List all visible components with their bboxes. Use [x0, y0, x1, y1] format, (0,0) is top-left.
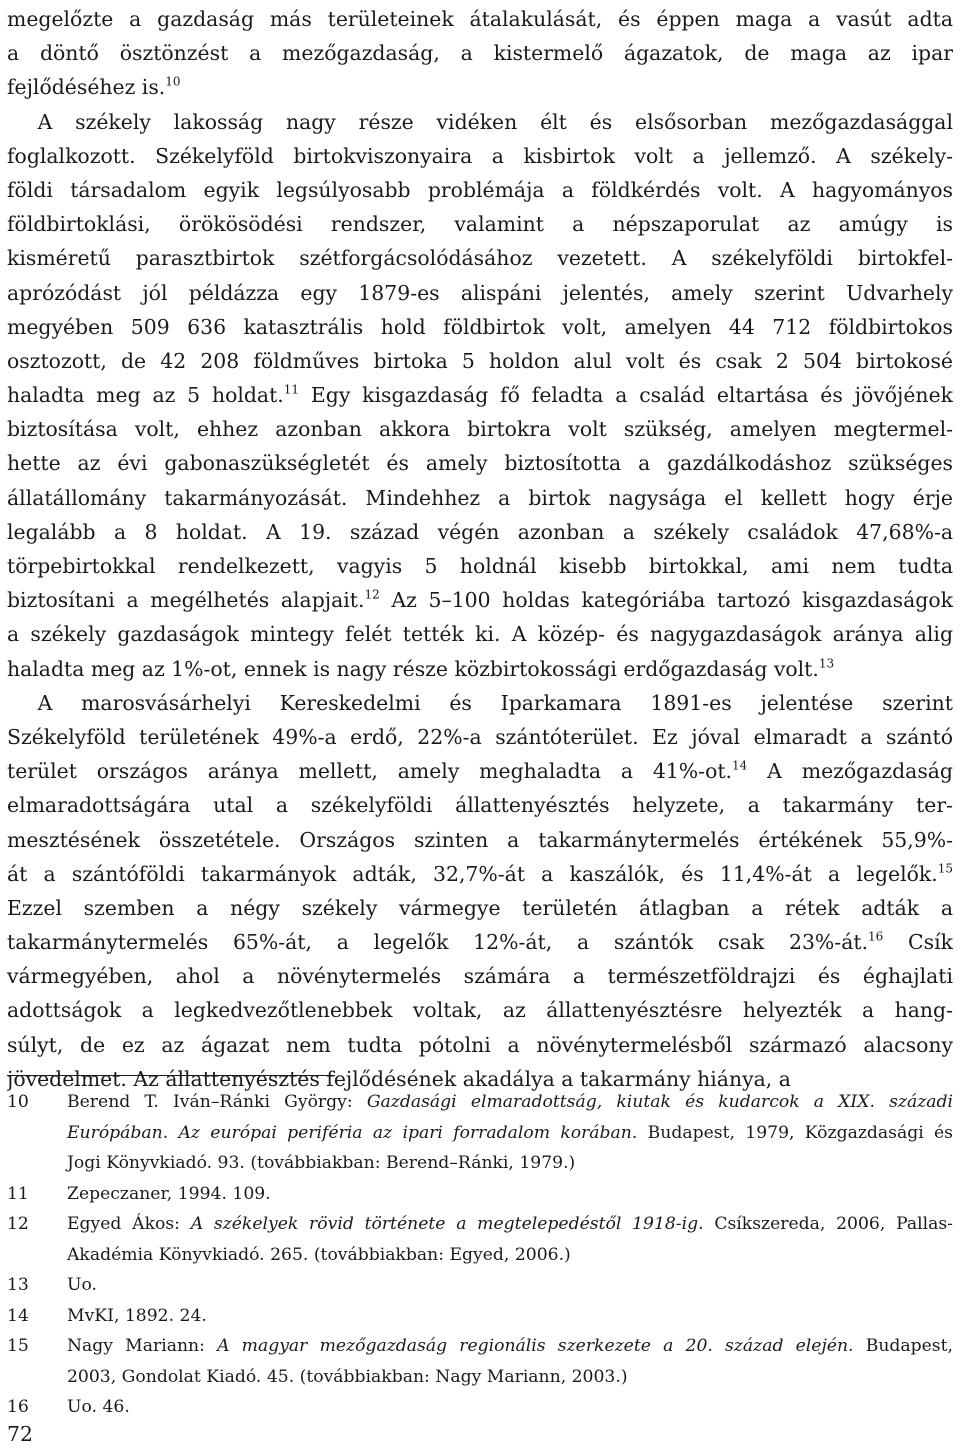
text-run: törpebirtokkal rendelkezett, vagyis 5 holdnál kisebb birtokkal, ami nem tudta: [7, 554, 953, 578]
text-run: át a szántóföldi takarmányok adták, 32,7%-át a kaszálók, és 11,4%-át a legelők.: [7, 861, 938, 886]
body-line: [7, 823, 953, 857]
text-run: MvKI, 1892. 24.: [67, 1305, 207, 1326]
text-run: mesztésének összetétele. Országos szinten a takarmánytermelés értékének 55,9%-: [7, 827, 953, 852]
text-run: Egy kisgazdaság fő feladta a család eltartása és jövőjének: [299, 383, 953, 408]
body-line: [7, 788, 953, 822]
footnote-number: 10: [7, 1092, 29, 1112]
footnote-text: [67, 1301, 953, 1332]
footnote-ref: 15: [937, 861, 953, 876]
footnote-text: [67, 1362, 953, 1393]
footnote-line: [7, 1148, 953, 1179]
italic-title: A székelyek rövid története a megtelepedéstől 1918-ig.: [190, 1214, 704, 1234]
text-run: adottságok a legkedvezőtlenebbek voltak, az állattenyésztésre helyezték a hang-: [7, 998, 953, 1023]
body-line: [7, 105, 953, 139]
body-line: [7, 276, 953, 310]
footnote-text: [67, 1179, 953, 1210]
footnote-text: [67, 1331, 953, 1362]
footnote-text: [67, 1209, 953, 1240]
text-run: elmaradottságára utal a székelyföldi állattenyésztés helyzete, a takarmány ter-: [7, 793, 953, 818]
body-line: [7, 686, 953, 720]
body-line: [7, 993, 953, 1027]
body-line: [7, 344, 953, 378]
text-run: Uo. 46.: [67, 1397, 130, 1417]
body-line: [7, 310, 953, 344]
footnote-text: [67, 1240, 953, 1271]
body-line: [7, 754, 953, 788]
footnote-ref: 12: [364, 587, 380, 602]
footnote-number: 15: [7, 1336, 29, 1356]
text-run: megyében 509 636 katasztrális hold földbirtok volt, amelyen 44 712 földbirtokos: [7, 314, 953, 339]
text-run: Csík: [883, 930, 953, 955]
body-line: [7, 959, 953, 993]
text-run: kisméretű parasztbirtok szétforgácsolódásához vezetett. A székelyföldi birtokfel-: [7, 246, 953, 271]
document-page: [7, 0, 953, 1446]
body-line: [7, 70, 953, 104]
body-line: [7, 241, 953, 275]
body-line: [7, 583, 953, 617]
footnote-ref: 14: [732, 758, 748, 773]
footnote-ref: 16: [868, 929, 884, 944]
body-line: [7, 925, 953, 959]
text-run: legalább a 8 holdat. A 19. század végén azonban a székely családok 47,68%-a: [7, 519, 953, 544]
footnote-line: [7, 1179, 953, 1210]
text-run: jövedelmet. Az állattenyésztés fejlődésének akadálya a takarmány hiánya, a: [7, 1066, 791, 1091]
text-run: Egyed Ákos:: [67, 1214, 191, 1234]
text-run: biztosítani a megélhetés alapjait.: [7, 588, 365, 613]
text-run: Uo.: [67, 1275, 97, 1295]
footnote-line: [7, 1240, 953, 1271]
text-run: aprózódást jól példázza egy 1879-es alispáni jelentés, amely szerint Udvarhely: [7, 280, 953, 305]
text-run: Akadémia Könyvkiadó. 265. (továbbiakban: Egyed, 2006.): [67, 1244, 571, 1265]
body-line: [7, 139, 953, 173]
body-line: [7, 378, 953, 412]
text-run: földi társadalom egyik legsúlyosabb problémája a földkérdés volt. A hagyományos: [7, 177, 953, 202]
text-run: Az 5–100 holdas kategóriába tartozó kisgazdaságok: [379, 588, 953, 613]
italic-title: Gazdasági elmaradottság, kiutak és kudarcok a XIX. századi: [366, 1092, 953, 1112]
footnote-ref: 11: [283, 382, 300, 397]
text-run: vármegyében, ahol a növénytermelés számára a természetföldrajzi és éghajlati: [7, 964, 953, 989]
body-line: [7, 720, 953, 754]
body-line: [7, 446, 953, 480]
text-run: Jogi Könyvkiadó. 93. (továbbiakban: Berend–Ránki, 1979.): [67, 1153, 576, 1173]
text-run: A székely lakosság nagy része vidéken élt és elsősorban mezőgazdasággal: [7, 109, 953, 134]
footnote-line: [7, 1331, 953, 1362]
body-line: [7, 412, 953, 446]
text-run: Csíkszereda, 2006, Pallas-: [703, 1214, 953, 1234]
footnote-line: [7, 1362, 953, 1393]
footnote-number: 13: [7, 1275, 29, 1295]
text-run: Ezzel szemben a négy székely vármegye területén átlagban a rétek adták a: [7, 895, 953, 920]
body-line: [7, 36, 953, 70]
footnote-ref: 10: [165, 74, 181, 89]
body-line: [7, 857, 953, 891]
body-line: [7, 2, 953, 36]
text-run: foglalkozott. Székelyföld birtokviszonyaira a kisbirtok volt a jellemző. A székely-: [7, 143, 953, 168]
italic-title: Európában. Az európai periféria az ipari forradalom korában.: [67, 1122, 638, 1143]
footnote-line: [7, 1301, 953, 1332]
body-line: [7, 207, 953, 241]
text-run: 2003, Gondolat Kiadó. 45. (továbbiakban: Nagy Mariann, 2003.): [67, 1366, 628, 1387]
footnote-text: [67, 1148, 953, 1179]
text-run: terület országos aránya mellett, amely meghaladta a 41%-ot.: [7, 759, 733, 784]
footnotes: [7, 1087, 953, 1423]
footnote-text: [67, 1270, 953, 1301]
body-line: [7, 1028, 953, 1062]
body-line: [7, 481, 953, 515]
footnote-number: 14: [7, 1305, 29, 1326]
footnote-line: [7, 1118, 953, 1149]
text-run: Székelyföld területének 49%-a erdő, 22%-a szántóterület. Ez jóval elmaradt a szántó: [7, 724, 953, 749]
text-run: állatállomány takarmányozását. Mindehhez a birtok nagysága el kellett hogy érje: [7, 485, 953, 510]
text-run: Nagy Mariann:: [67, 1336, 218, 1356]
text-run: haladta meg az 1%-ot, ennek is nagy része közbirtokossági erdőgazdaság volt.: [7, 656, 819, 681]
footnote-separator: [7, 1075, 335, 1076]
text-run: Berend T. Iván–Ránki György:: [67, 1092, 367, 1112]
body-line: [7, 617, 953, 651]
footnote-line: [7, 1270, 953, 1301]
body-line: [7, 652, 953, 686]
body-line: [7, 549, 953, 583]
body-line: [7, 515, 953, 549]
text-run: megelőzte a gazdaság más területeinek átalakulását, és éppen maga a vasút adta: [7, 7, 953, 31]
footnote-number: 16: [7, 1397, 29, 1417]
text-run: földbirtoklási, örökösödési rendszer, valamint a népszaporulat az amúgy is: [7, 212, 953, 237]
text-run: fejlődéséhez is.: [7, 75, 166, 100]
text-run: A marosvásárhelyi Kereskedelmi és Iparkamara 1891-es jelentése szerint: [7, 690, 953, 715]
text-run: haladta meg az 5 holdat.: [7, 383, 284, 408]
footnote-text: [67, 1118, 953, 1149]
footnote-line: [7, 1087, 953, 1118]
text-run: Zepeczaner, 1994. 109.: [67, 1183, 271, 1204]
body-line: [7, 891, 953, 925]
text-run: biztosítása volt, ehhez azonban akkora birtokra volt szükség, amelyen megtermel-: [7, 417, 953, 442]
text-run: hette az évi gabonaszükségletét és amely biztosította a gazdálkodáshoz szükséges: [7, 451, 953, 476]
footnote-line: [7, 1209, 953, 1240]
text-run: osztozott, de 42 208 földműves birtoka 5 holdon alul volt és csak 2 504 birtokosé: [7, 348, 953, 373]
footnote-number: 12: [7, 1214, 29, 1234]
footnote-number: 11: [7, 1183, 29, 1204]
footnote-text: [67, 1087, 953, 1118]
body-text: [7, 2, 953, 1096]
text-run: a székely gazdaságok mintegy felét tették ki. A közép- és nagygazdaságok aránya alig: [7, 622, 953, 647]
body-line: [7, 173, 953, 207]
text-run: takarmánytermelés 65%-át, a legelők 12%-át, a szántók csak 23%-át.: [7, 930, 869, 955]
text-run: A mezőgazdaság: [747, 759, 953, 784]
text-run: a döntő ösztönzést a mezőgazdaság, a kistermelő ágazatok, de maga az ipar: [7, 41, 953, 66]
text-run: Budapest, 1979, Közgazdasági és: [637, 1122, 953, 1143]
footnote-line: [7, 1392, 953, 1423]
text-run: Budapest,: [853, 1336, 953, 1356]
italic-title: A magyar mezőgazdaság regionális szerkezete a 20. század elején.: [217, 1336, 854, 1356]
page-number: 72: [7, 1422, 33, 1446]
footnote-text: [67, 1392, 953, 1423]
text-run: súlyt, de ez az ágazat nem tudta pótolni a növénytermelésből származó alacsony: [7, 1032, 953, 1057]
footnote-ref: 13: [818, 655, 835, 670]
